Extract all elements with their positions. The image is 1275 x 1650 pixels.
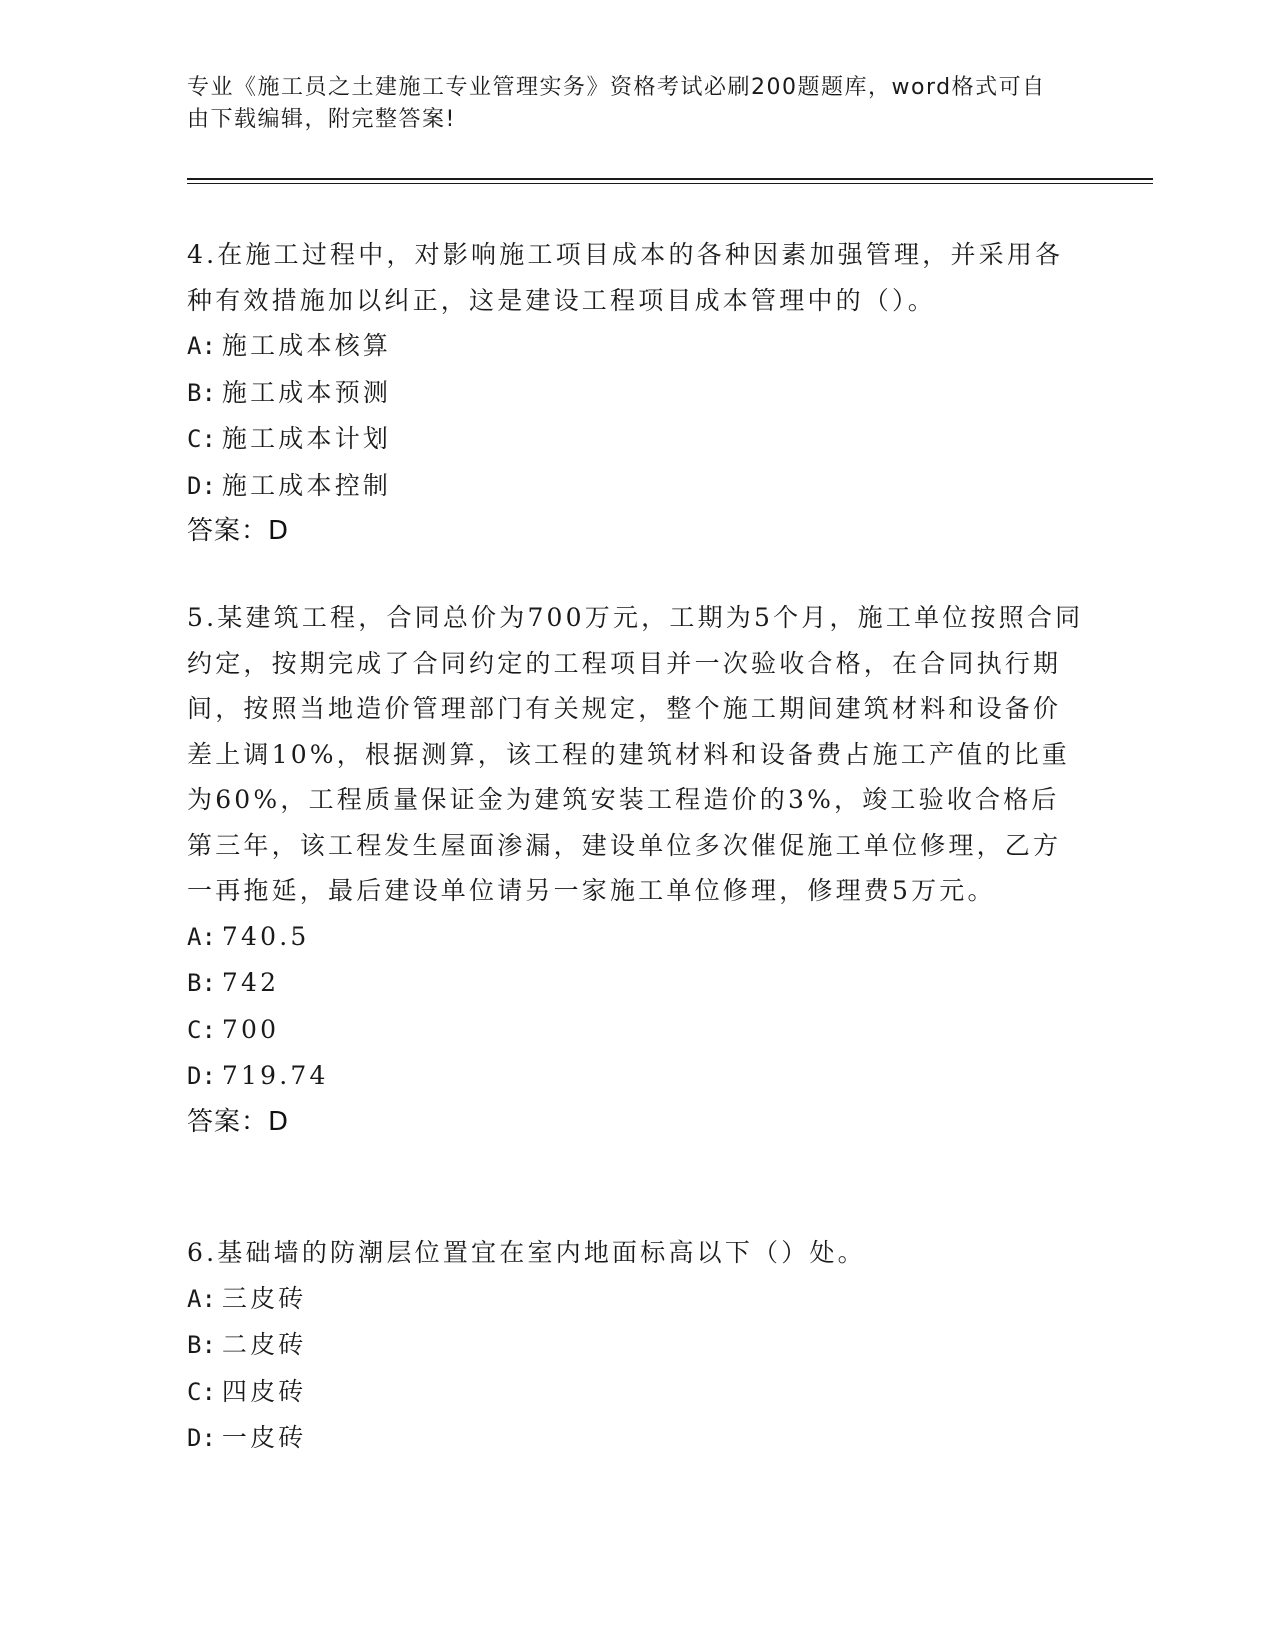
option-c: [187, 416, 1087, 463]
option-letter: D:: [187, 471, 216, 500]
option-letter: C:: [187, 425, 216, 453]
option-letter: B:: [187, 969, 216, 997]
header-rule-thin: [187, 183, 1153, 184]
option-text: 四皮砖: [221, 1376, 307, 1406]
option-c: [187, 1007, 1087, 1054]
option-letter: A:: [187, 1284, 216, 1313]
question-6: [187, 1230, 1087, 1462]
question-4: [187, 232, 1087, 555]
option-text: 719.74: [221, 1061, 329, 1090]
option-letter: C:: [187, 1377, 216, 1406]
option-text: 施工成本核算: [221, 331, 392, 360]
option-b: [187, 370, 1087, 417]
option-letter: C:: [187, 1015, 216, 1044]
option-text: 施工成本预测: [221, 377, 392, 407]
question-text: 6.基础墙的防潮层位置宜在室内地面标高以下（）处。: [187, 1238, 866, 1267]
option-d: [187, 463, 1087, 510]
option-b: [187, 960, 1087, 1007]
document-header: 专业《施工员之土建施工专业管理实务》资格考试必刷200题题库，word格式可自由下载编辑，附完整答案!: [187, 75, 1046, 132]
option-letter: A:: [187, 922, 216, 951]
header-rule-thick: [187, 178, 1153, 180]
option-c: [187, 1369, 1087, 1416]
option-letter: D:: [187, 1062, 216, 1090]
answer-line: 答案：D: [187, 1106, 290, 1137]
option-text: 740.5: [221, 921, 310, 951]
option-b: [187, 1322, 1087, 1369]
option-letter: B:: [187, 378, 216, 407]
option-a: [187, 323, 1087, 370]
option-d: [187, 1415, 1087, 1462]
option-text: 三皮砖: [221, 1283, 307, 1313]
question-text: 5.某建筑工程，合同总价为700万元，工期为5个月，施工单位按照合同约定，按期完成了合同约定的工程项目并一次验收合格，在合同执行期间，按照当地造价管理部门有关规定，整个施工期间建筑材料和设备价差上调10%，根据测算，该工程的建筑材料和设备费占施工产值的比重为60%，工程质量保证金为建筑安装工程造价的3%，竣工验收合格后第三年，该工程发生屋面渗漏，建设单位多次催促施工单位修理，乙方一再拖延，最后建设单位请另一家施工单位修理，修理费5万元。: [187, 603, 1084, 905]
option-text: 二皮砖: [221, 1330, 307, 1359]
option-text: 施工成本计划: [221, 424, 392, 453]
option-letter: A:: [187, 332, 216, 360]
option-letter: D:: [187, 1424, 216, 1452]
option-text: 施工成本控制: [221, 470, 392, 500]
question-text: 4.在施工过程中，对影响施工项目成本的各种因素加强管理，并采用各种有效措施加以纠正，这是建设工程项目成本管理中的（）。: [187, 240, 1064, 315]
option-text: 742: [221, 968, 280, 997]
option-a: [187, 1276, 1087, 1323]
option-text: 一皮砖: [221, 1423, 307, 1452]
option-d: [187, 1053, 1087, 1100]
option-a: [187, 914, 1087, 961]
option-letter: B:: [187, 1331, 216, 1359]
question-5: [187, 595, 1087, 1145]
option-text: 700: [221, 1014, 280, 1044]
answer-line: 答案：D: [187, 516, 290, 546]
